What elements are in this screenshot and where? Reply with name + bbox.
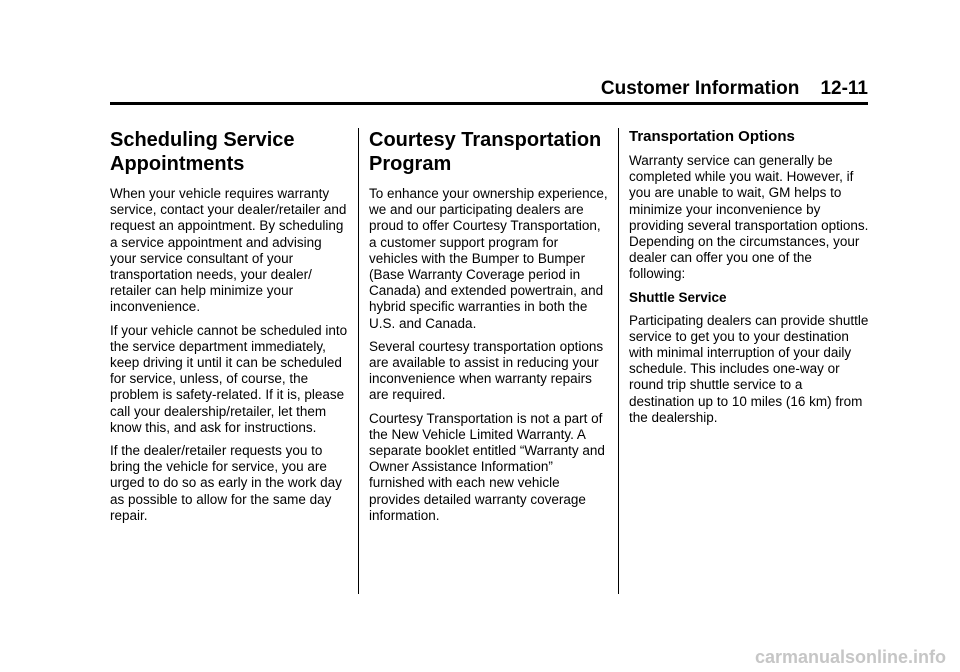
page-number: 12-11 (820, 78, 868, 99)
shuttle-service-subheading: Shuttle Service (629, 289, 727, 305)
shuttle-service-paragraph: Participating dealers can provide shuttle service to get you to your destination with minimal interruption of your daily schedule. This includes one-way or round trip shuttle service to a destination up to 10 miles (16 km) from the dealership. (629, 312, 869, 425)
column-transportation-options (629, 128, 869, 433)
column-divider-1 (358, 128, 359, 594)
scheduling-heading: Scheduling Service Appointments (110, 129, 295, 175)
watermark-text: carmanualsonline.info (754, 647, 946, 667)
scheduling-paragraph-2: If your vehicle cannot be scheduled into the service department immediately, keep driving it until it can be scheduled for service, unless, of course, the problem is safety-related. If it is, please call your dealership/retailer, let them know this, and ask for instructions. (110, 322, 348, 435)
column-divider-2 (618, 128, 619, 594)
courtesy-paragraph-3: Courtesy Transportation is not a part of the New Vehicle Limited Warranty. A separate booklet entitled “Warranty and Owner Assistance Information” furnished with each new vehicle provides detailed warranty coverage information. (369, 410, 605, 523)
courtesy-paragraph-1: To enhance your ownership experience, we and our participating dealers are proud to offer Courtesy Transportation, a customer support program for vehicles with the Bumper to Bumper (Base Warranty Coverage period in Canada) and extended powertrain, and hybrid specific warranties in both the U.S. and Canada. (369, 186, 608, 331)
scheduling-paragraph-3: If the dealer/retailer requests you to bring the vehicle for service, you are urged to do so as early in the work day as possible to allow for the same day repair. (110, 443, 342, 523)
header-rule (110, 102, 868, 105)
courtesy-paragraph-2: Several courtesy transportation options are available to assist in reducing your inconvenience when warranty repairs are required. (369, 338, 604, 403)
courtesy-heading: Courtesy Transportation Program (369, 129, 602, 175)
column-courtesy (369, 128, 609, 531)
column-scheduling (110, 128, 350, 531)
page-header (601, 78, 868, 100)
transportation-options-heading: Transportation Options (629, 128, 795, 145)
transportation-paragraph-1: Warranty service can generally be completed while you wait. However, if you are unable to wait, GM helps to minimize your inconvenience by providing several transportation options. Depending on the circumstances, your dealer can offer you one of the following: (629, 153, 869, 282)
section-title: Customer Information (600, 78, 800, 99)
scheduling-paragraph-1: When your vehicle requires warranty service, contact your dealer/retailer and request an appointment. By scheduling a service appointment and advising your service consultant of your transportation needs, your dealer/ retailer can help minimize your inconvenience. (110, 186, 347, 315)
